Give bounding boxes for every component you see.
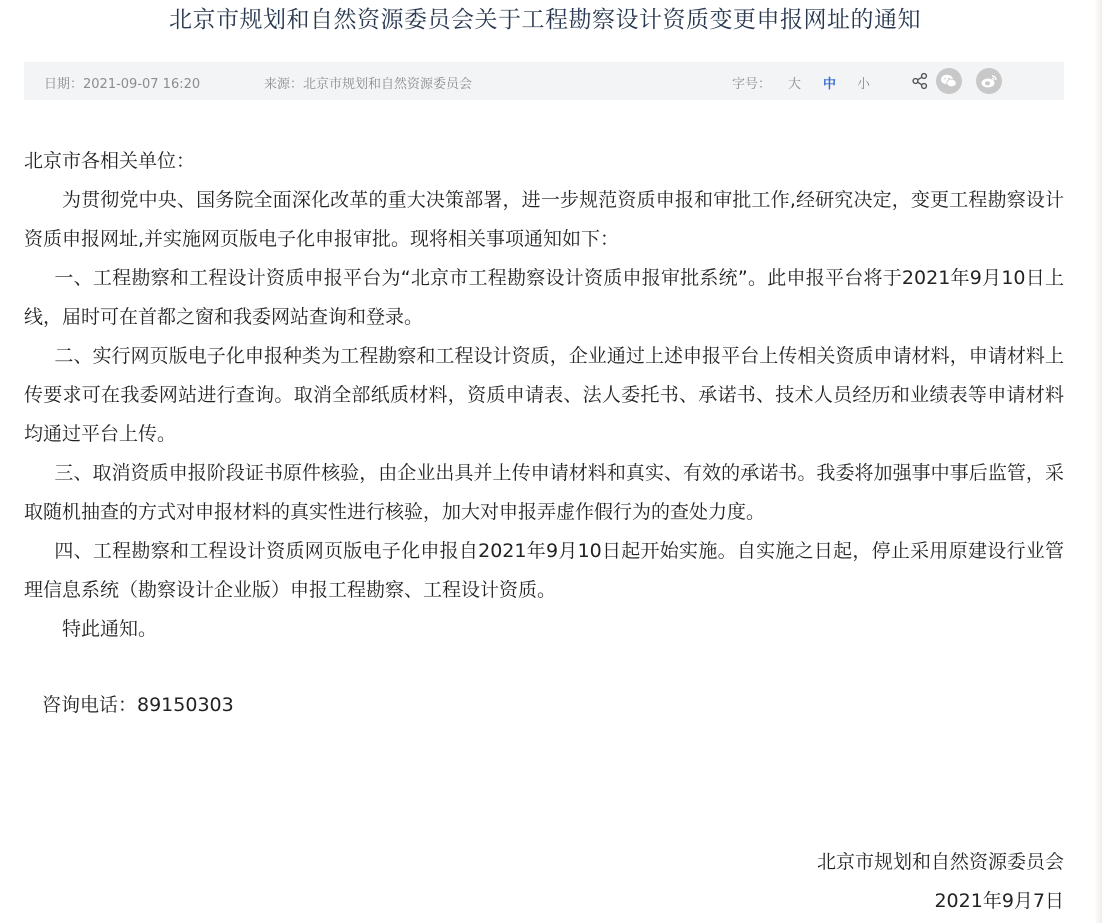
weibo-icon[interactable] xyxy=(976,68,1002,94)
salutation: 北京市各相关单位： xyxy=(24,150,196,172)
publish-date: 日期：2021-09-07 16:20 xyxy=(44,77,201,92)
item-one-paragraph: 一、工程勘察和工程设计资质申报平台为“北京市工程勘察设计资质申报审批系统”。此申报平台将于2021年9月10日上线，届时可在首都之窗和我委网站查询和登录。 xyxy=(24,267,1064,328)
closing-paragraph: 特此通知。 xyxy=(62,618,158,640)
font-size-small-button[interactable]: 小 xyxy=(857,77,871,92)
page-edge-shade xyxy=(1094,0,1102,923)
font-size-medium-button[interactable]: 中 xyxy=(823,77,837,92)
wechat-icon[interactable] xyxy=(936,68,962,94)
item-two-paragraph: 二、实行网页版电子化申报种类为工程勘察和工程设计资质，企业通过上述申报平台上传相关资质申请材料，申请材料上传要求可在我委网站进行查询。取消全部纸质材料，资质申请表、法人委托书、承诺书、技术人员经历和业绩表等申请材料均通过平台上传。 xyxy=(24,345,1064,445)
font-size-label: 字号： xyxy=(732,77,772,92)
share-icon[interactable] xyxy=(911,72,929,90)
font-size-large-button[interactable]: 大 xyxy=(788,77,802,92)
item-four-paragraph: 四、工程勘察和工程设计资质网页版电子化申报自2021年9月10日起开始实施。自实施之日起，停止采用原建设行业管理信息系统（勘察设计企业版）申报工程勘察、工程设计资质。 xyxy=(24,540,1064,601)
page-title: 北京市规划和自然资源委员会关于工程勘察设计资质变更申报网址的通知 xyxy=(169,7,921,33)
intro-paragraph: 为贯彻党中央、国务院全面深化改革的重大决策部署，进一步规范资质申报和审批工作,经研究决定，变更工程勘察设计资质申报网址,并实施网页版电子化申报审批。现将相关事项通知如下： xyxy=(24,189,1064,250)
signature-block xyxy=(817,843,1064,921)
item-three-paragraph: 三、取消资质申报阶段证书原件核验，由企业出具并上传申请材料和真实、有效的承诺书。我委将加强事中事后监管，采取随机抽查的方式对申报材料的真实性进行核验，加大对申报弄虚作假行为的查处力度。 xyxy=(24,462,1064,523)
signature-organization: 北京市规划和自然资源委员会 xyxy=(816,851,1064,873)
article-body xyxy=(24,142,1064,649)
signature-date: 2021年9月7日 xyxy=(934,890,1064,912)
article-info-bar xyxy=(24,62,1064,100)
contact-phone: 咨询电话：89150303 xyxy=(42,694,234,716)
article-source: 来源：北京市规划和自然资源委员会 xyxy=(264,77,473,92)
